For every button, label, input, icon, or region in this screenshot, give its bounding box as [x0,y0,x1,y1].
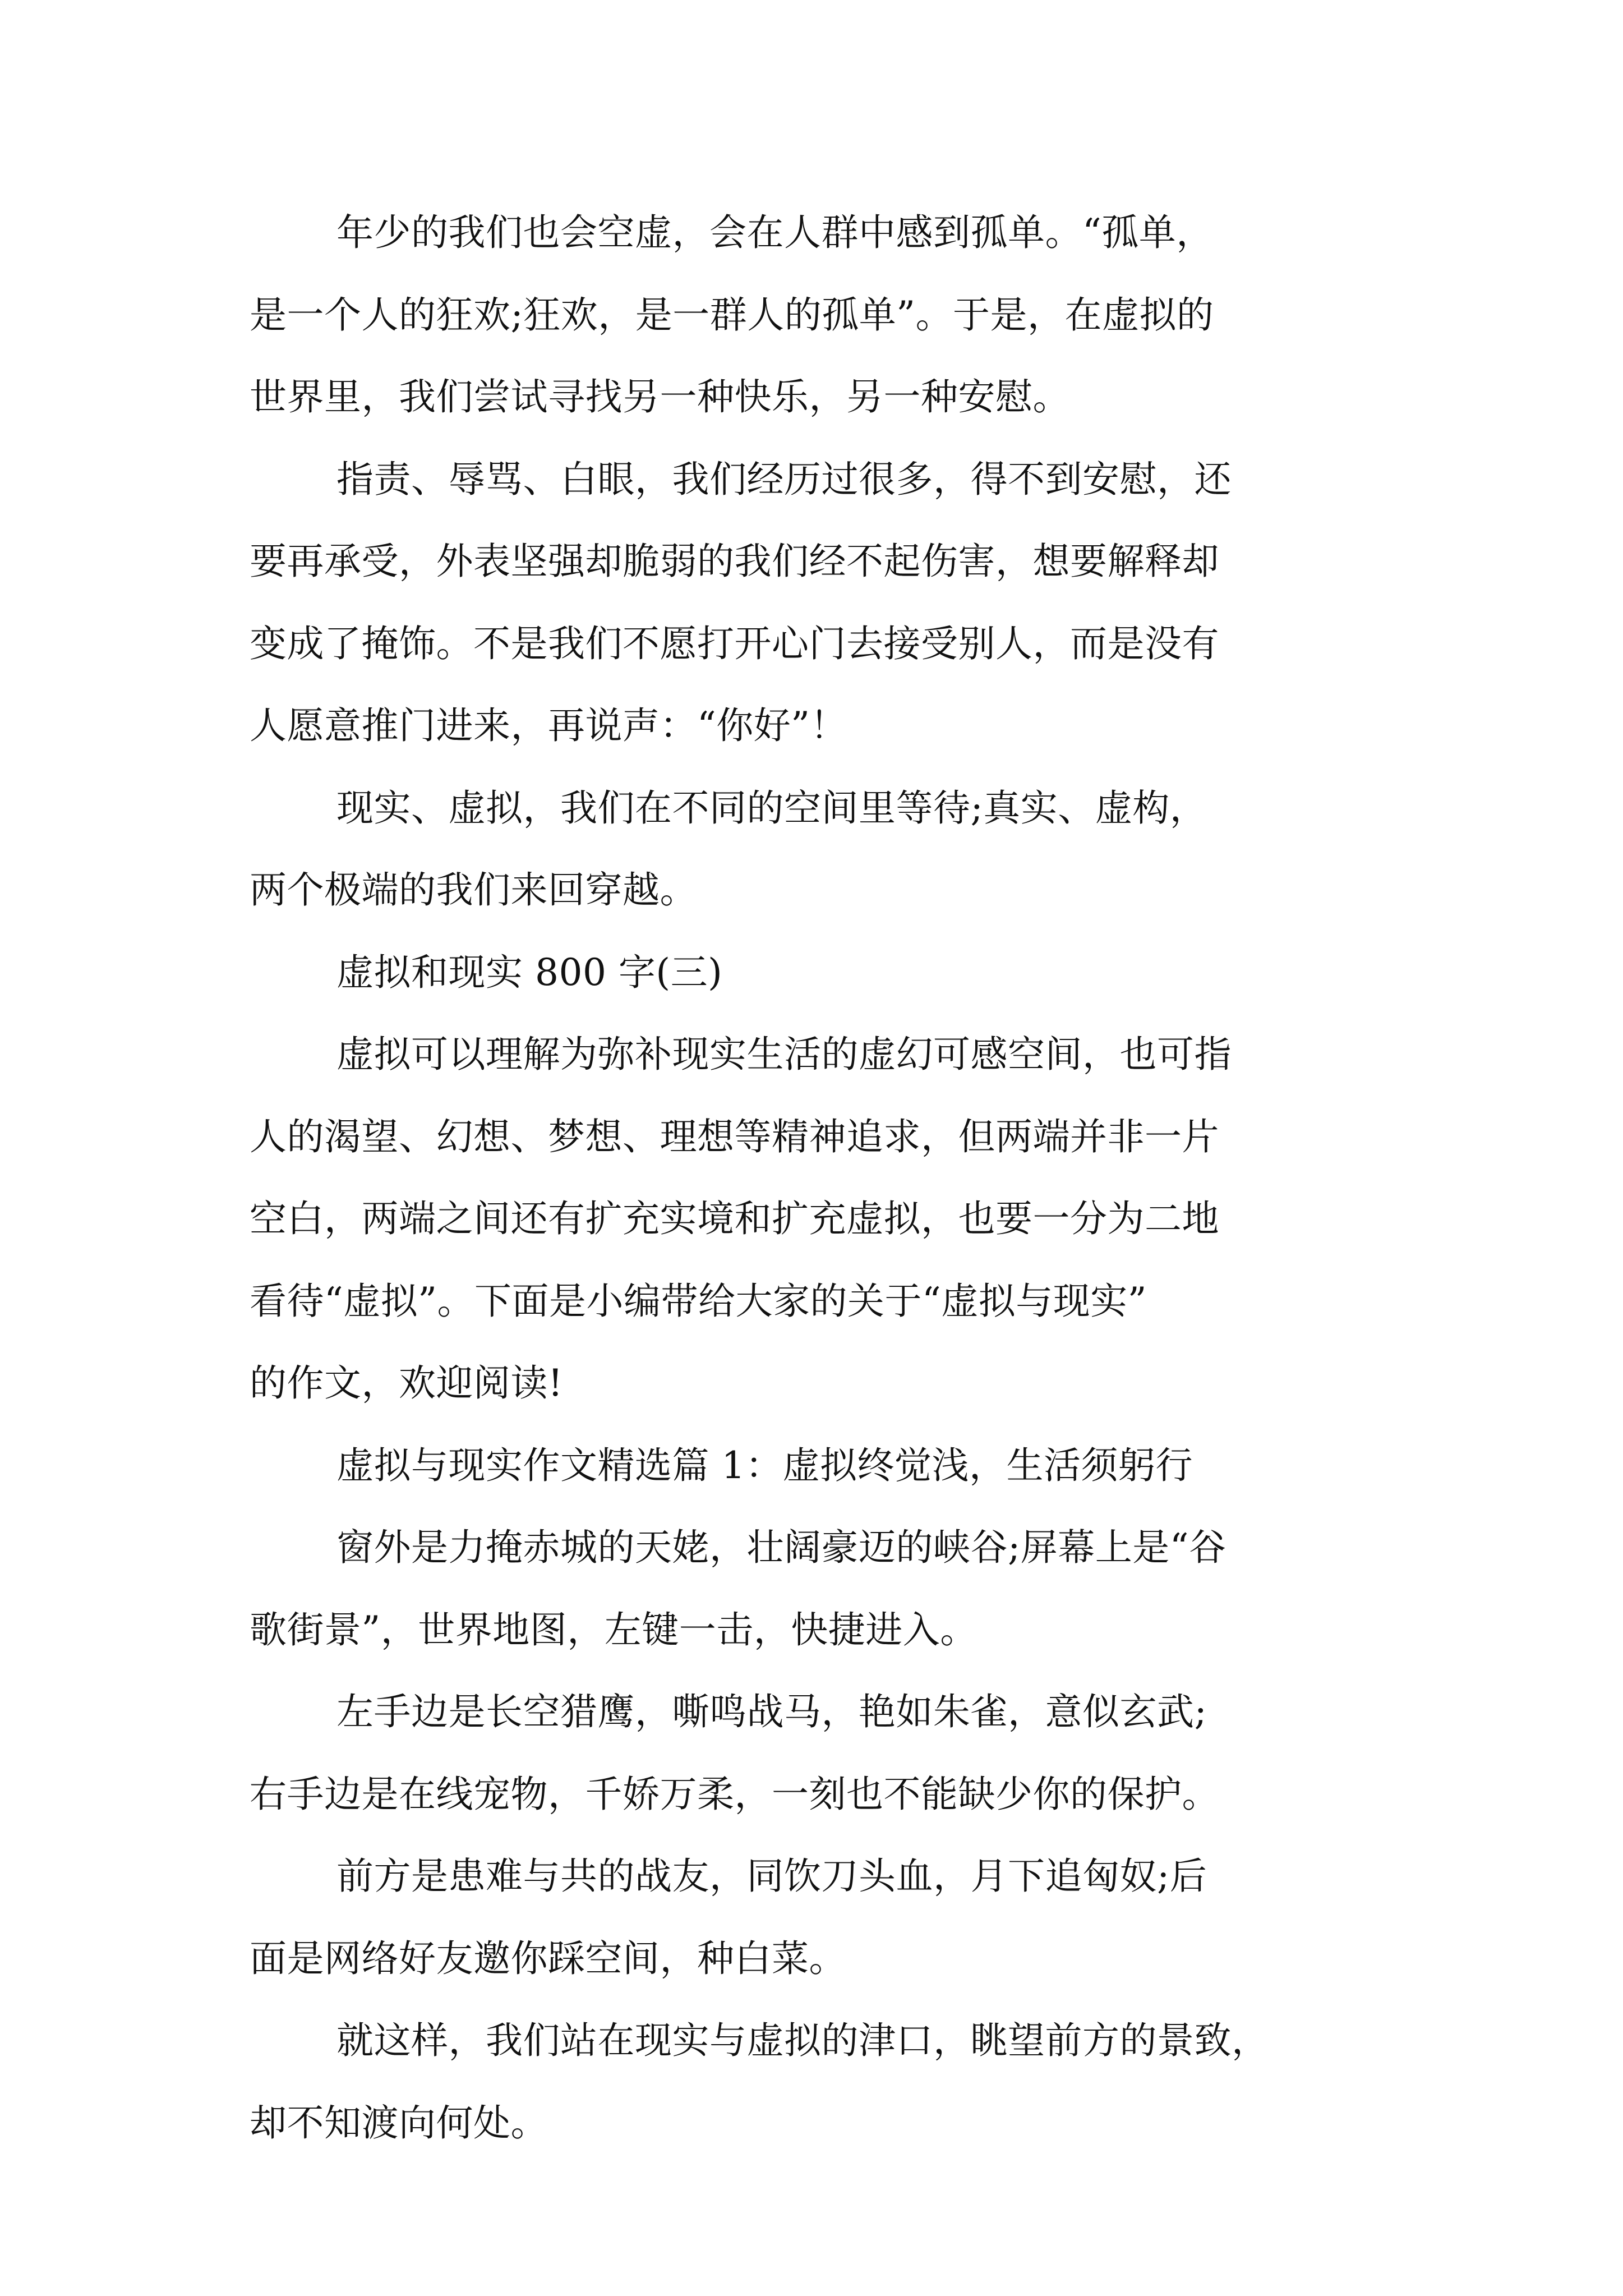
text-line: 现实、虚拟，我们在不同的空间里等待;真实、虚构， [336,786,1207,830]
text-line: 年少的我们也会空虚，会在人群中感到孤单。“孤单， [336,211,1214,254]
text-line: 世界里，我们尝试寻找另一种快乐，另一种安慰。 [250,375,1070,418]
text-line: 虚拟可以理解为弥补现实生活的虚幻可感空间，也可指 [336,1033,1232,1076]
text-line: 变成了掩饰。不是我们不愿打开心门去接受别人，而是没有 [250,622,1219,665]
article-title: 虚拟与现实作文精选篇 1：虚拟终觉浅，生活须躬行 [336,1444,1193,1487]
text-line: 空白，两端之间还有扩充实境和扩充虚拟，也要一分为二地 [250,1197,1219,1240]
text-line: 却不知渡向何处。 [250,2101,548,2145]
text-line: 歌街景”，世界地图，左键一击，快捷进入。 [250,1608,978,1651]
text-line: 的作文，欢迎阅读! [250,1361,564,1405]
text-line: 右手边是在线宠物，千娇万柔，一刻也不能缺少你的保护。 [250,1773,1219,1816]
text-line: 面是网络好友邀你踩空间，种白菜。 [250,1937,846,1980]
text-line: 就这样，我们站在现实与虚拟的津口，眺望前方的景致， [336,2019,1269,2062]
text-line: 两个极端的我们来回穿越。 [250,868,697,912]
text-line: 要再承受，外表坚强却脆弱的我们经不起伤害，想要解释却 [250,540,1219,583]
text-line: 左手边是长空猎鹰，嘶鸣战马，艳如朱雀，意似玄武; [336,1690,1207,1733]
text-line: 指责、辱骂、白眼，我们经历过很多，得不到安慰，还 [336,458,1232,501]
text-line: 人愿意推门进来，再说声：“你好”！ [250,704,847,747]
section-heading: 虚拟和现实 800 字(三) [336,951,723,994]
text-line: 窗外是力掩赤城的天姥，壮阔豪迈的峡谷;屏幕上是“谷 [336,1526,1227,1569]
text-line: 看待“虚拟”。下面是小编带给大家的关于“虚拟与现实” [250,1280,1147,1323]
text-line: 人的渴望、幻想、梦想、理想等精神追求，但两端并非一片 [250,1115,1219,1158]
text-line: 是一个人的狂欢;狂欢，是一群人的孤单”。于是，在虚拟的 [250,293,1214,337]
text-line: 前方是患难与共的战友，同饮刀头血，月下追匈奴;后 [336,1855,1207,1898]
